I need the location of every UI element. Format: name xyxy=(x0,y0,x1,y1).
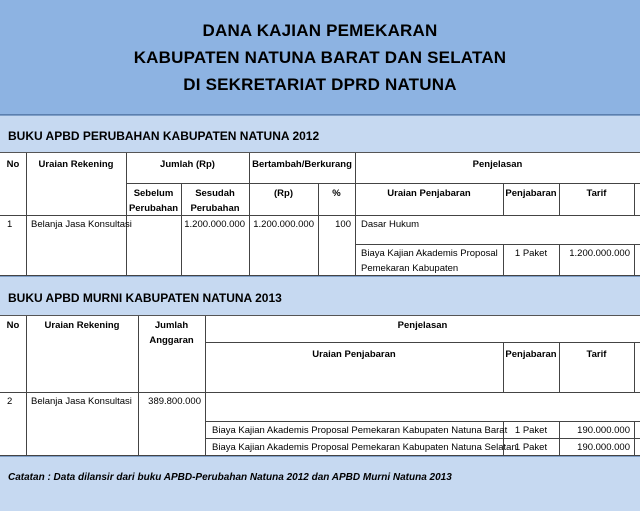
header-sebelum xyxy=(126,186,181,216)
title-line-2: KABUPATEN NATUNA BARAT DAN SELATAN xyxy=(133,48,507,67)
row1-uraian-rekening: Belanja Jasa Konsultasi xyxy=(31,219,132,230)
title-line-1: DANA KAJIAN PEMEKARAN xyxy=(202,21,438,40)
row1-persen: 100 xyxy=(335,219,351,230)
row1-bertambah-rp: 1.200.000.000 xyxy=(253,219,314,230)
header2-jumlah-anggaran xyxy=(138,318,205,348)
header2-tarif: Tarif xyxy=(586,349,607,360)
header-sesudah xyxy=(181,186,249,216)
header2-uraian-rekening: Uraian Rekening xyxy=(44,320,120,331)
grid-line xyxy=(634,342,635,392)
header-bertambah: Bertambah/Berkurang xyxy=(252,159,352,170)
header-no: No xyxy=(6,159,20,170)
grid-line xyxy=(205,342,640,343)
row2-item-2-uraian: Biaya Kajian Akademis Proposal Pemekaran Kabupaten Natuna Selatan xyxy=(212,442,517,453)
row2-item-1-uraian: Biaya Kajian Akademis Proposal Pemekaran Kabupaten Natuna Barat xyxy=(212,425,508,436)
header2-uraian-penjabaran: Uraian Penjabaran xyxy=(312,349,396,360)
header-uraian-penjabaran: Uraian Penjabaran xyxy=(387,188,471,199)
row2-item-1-penjabaran: 1 Paket xyxy=(514,425,548,436)
header-jumlah: Jumlah (Rp) xyxy=(160,159,215,170)
header2-no: No xyxy=(6,320,20,331)
note-area xyxy=(0,456,640,511)
row2-jumlah-anggaran: 389.800.000 xyxy=(148,396,201,407)
row1-dasar-hukum: Dasar Hukum xyxy=(361,219,420,230)
header2-jumlah-line2: Anggaran xyxy=(149,335,194,346)
header-sebelum-line2: Perubahan xyxy=(128,203,179,214)
grid-line xyxy=(26,316,27,455)
grid-line xyxy=(0,392,640,393)
header2-penjabaran: Penjabaran xyxy=(505,349,557,360)
header-sesudah-line1: Sesudah xyxy=(195,188,235,199)
header2-jumlah-line1: Jumlah xyxy=(154,320,189,331)
row1-item-tarif: 1.200.000.000 xyxy=(569,248,630,259)
title-banner xyxy=(0,0,640,115)
header2-penjelasan: Penjelasan xyxy=(397,320,448,331)
row2-no: 2 xyxy=(7,396,13,407)
header-penjelasan: Penjelasan xyxy=(472,159,523,170)
row1-item-uraian-line2: Pemekaran Kabupaten xyxy=(361,263,459,274)
row2-item-2-penjabaran: 1 Paket xyxy=(514,442,548,453)
row2-uraian-rekening: Belanja Jasa Konsultasi xyxy=(31,396,132,407)
section-heading-2012 xyxy=(0,115,640,153)
grid-line xyxy=(634,421,635,455)
section-title-2012: BUKU APBD PERUBAHAN KABUPATEN NATUNA 2012 xyxy=(8,129,320,143)
header-sesudah-line2: Perubahan xyxy=(190,203,240,214)
header-penjabaran: Penjabaran xyxy=(505,188,557,199)
section-title-2013: BUKU APBD MURNI KABUPATEN NATUNA 2013 xyxy=(8,291,282,305)
row1-no: 1 xyxy=(7,219,13,230)
grid-line xyxy=(0,215,640,216)
row2-item-1-tarif: 190.000.000 xyxy=(577,425,630,436)
grid-line xyxy=(126,183,640,184)
grid-line xyxy=(205,421,640,422)
header-uraian-rekening: Uraian Rekening xyxy=(38,159,114,170)
row1-sesudah: 1.200.000.000 xyxy=(184,219,245,230)
footnote: Catatan : Data dilansir dari buku APBD-Perubahan Natuna 2012 dan APBD Murni Natuna 2013 xyxy=(8,472,452,483)
grid-line xyxy=(634,183,635,215)
row1-item-penjabaran: 1 Paket xyxy=(514,248,548,259)
title-line-3: DI SEKRETARIAT DPRD NATUNA xyxy=(183,75,457,94)
header-rp: (Rp) xyxy=(274,188,293,199)
row1-item-uraian-line1: Biaya Kajian Akademis Proposal xyxy=(361,248,498,259)
grid-line xyxy=(634,244,635,275)
header-persen: % xyxy=(332,188,341,199)
grid-line xyxy=(355,244,640,245)
header-sebelum-line1: Sebelum xyxy=(133,188,174,199)
grid-line xyxy=(205,438,640,439)
header-tarif: Tarif xyxy=(586,188,607,199)
section-heading-2013 xyxy=(0,276,640,316)
grid-line xyxy=(205,316,206,455)
row2-item-2-tarif: 190.000.000 xyxy=(577,442,630,453)
